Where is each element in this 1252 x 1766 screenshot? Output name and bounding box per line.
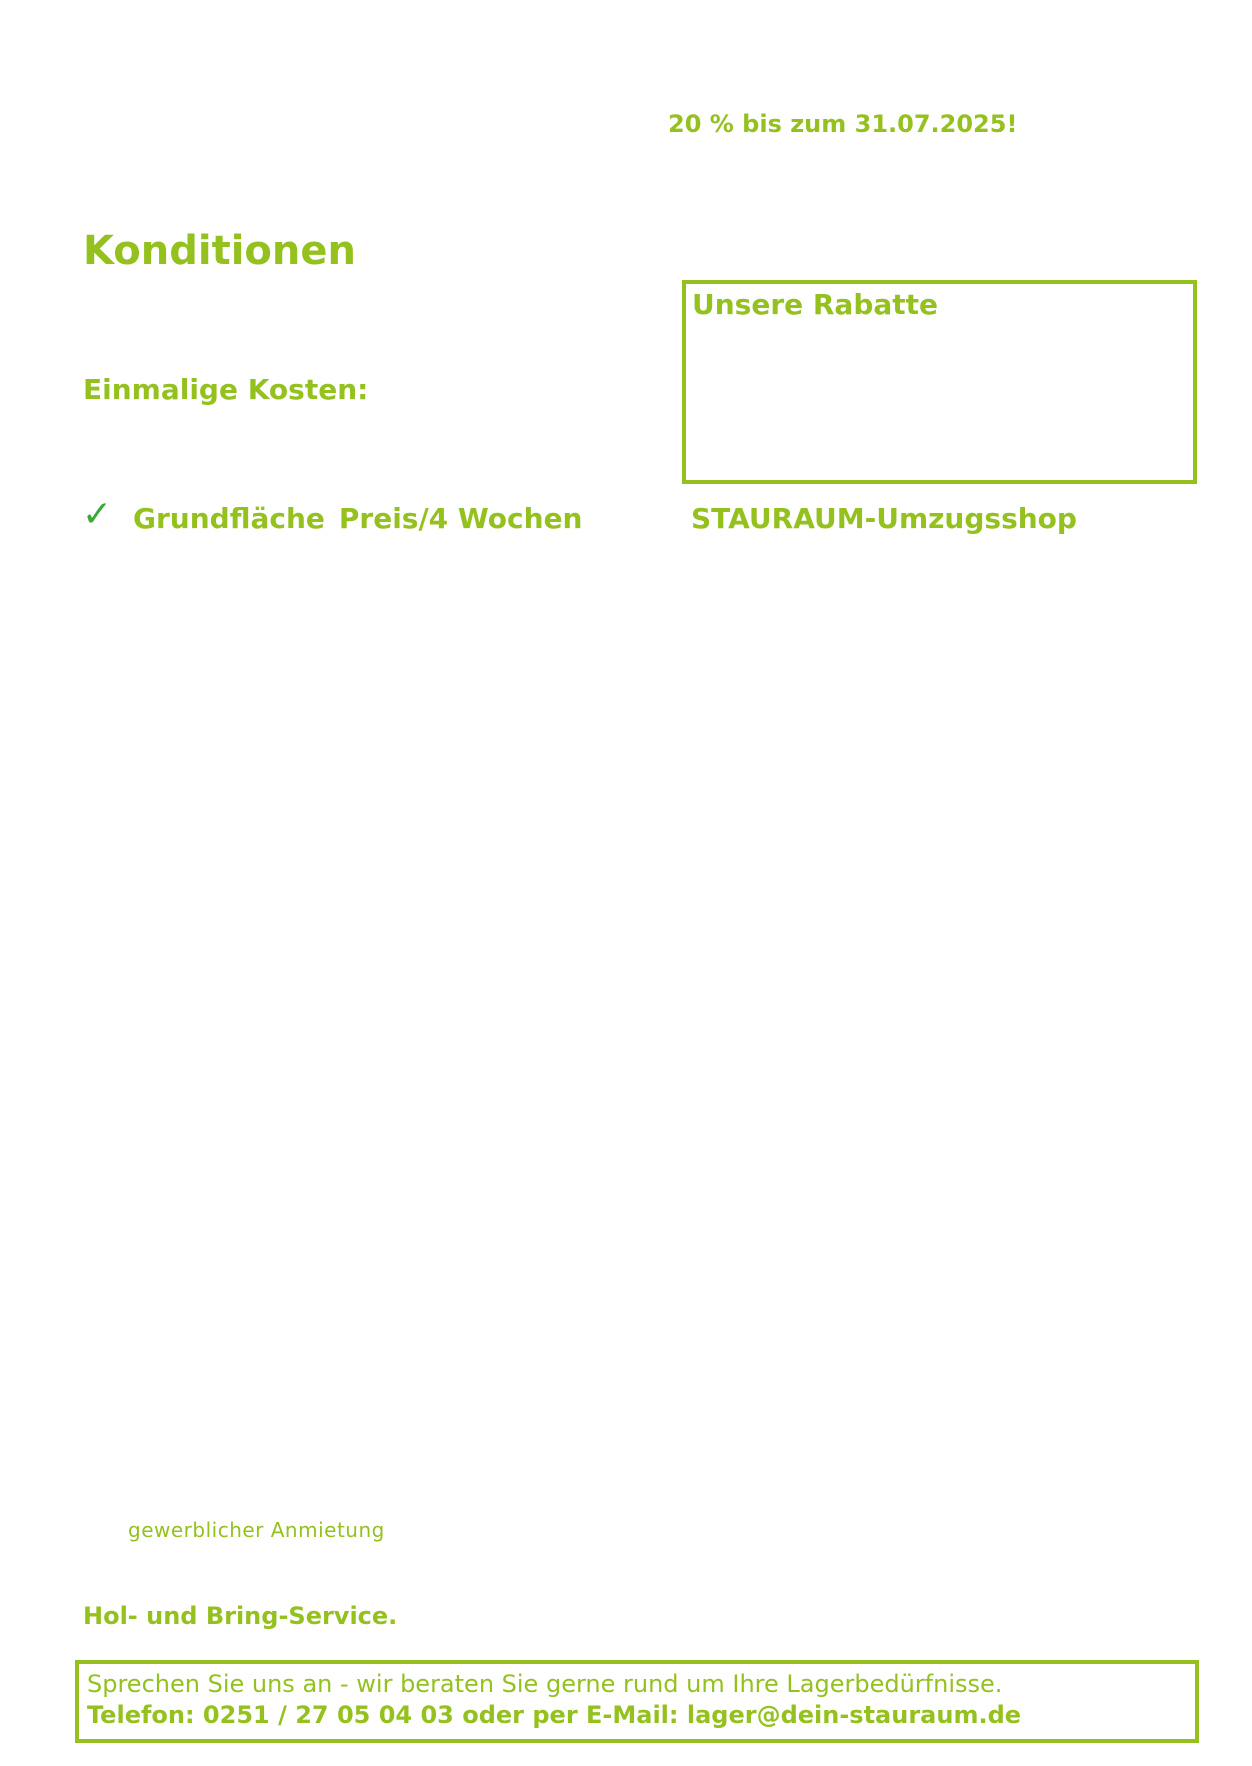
area-column-label: Grundfläche: [133, 502, 325, 535]
contact-details: Telefon: 0251 / 27 05 04 03 oder per E-Mail: lager@dein-stauraum.de: [87, 1701, 1022, 1729]
checkmark-icon: ✓: [82, 494, 113, 535]
discounts-title: Unsere Rabatte: [692, 288, 939, 321]
contact-invitation: Sprechen Sie uns an - wir beraten Sie gerne rund um Ihre Lagerbedürfnisse.: [87, 1670, 1003, 1698]
commercial-rental-note: gewerblicher Anmietung: [128, 1518, 385, 1542]
discounts-box: [682, 280, 1197, 484]
shop-heading: STAURAUM-Umzugsshop: [691, 502, 1077, 535]
page-title: Konditionen: [83, 228, 356, 274]
promo-banner: 20 % bis zum 31.07.2025!: [668, 110, 1018, 138]
price-column-label: Preis/4 Wochen: [338, 502, 583, 535]
pickup-delivery-service: Hol- und Bring-Service.: [83, 1602, 398, 1630]
one-time-costs-heading: Einmalige Kosten:: [83, 373, 369, 406]
contact-footer: [75, 1660, 1199, 1743]
pricing-table-header: [133, 502, 583, 535]
